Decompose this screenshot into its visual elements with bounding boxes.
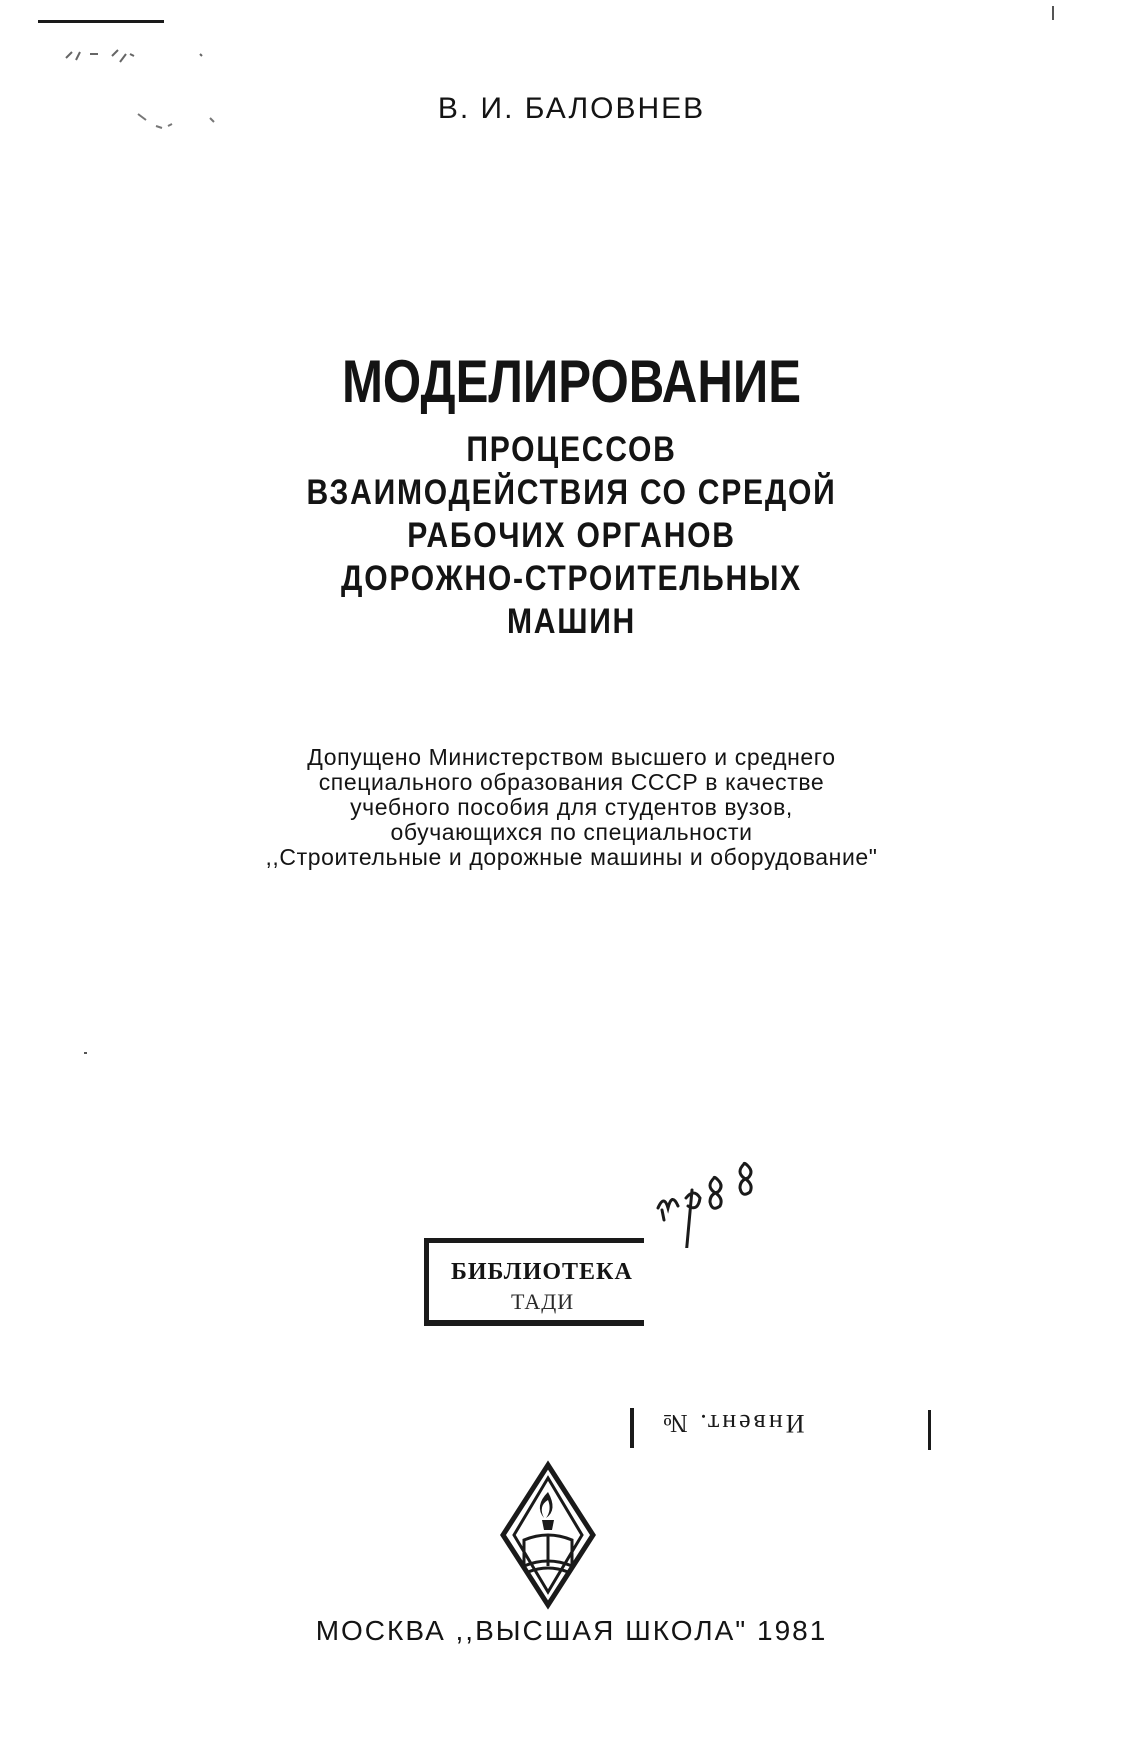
author-name: В. И. БАЛОВНЕВ [437, 92, 706, 125]
subtitle-line: ПРОЦЕССОВ [466, 430, 677, 469]
inventory-stamp-text: Инвент. № [660, 1409, 805, 1438]
library-stamp-line2: ТАДИ [511, 1289, 575, 1314]
approval-line: Допущено Министерством высшего и среднего [307, 744, 836, 770]
imprint-city: МОСКВА [315, 1615, 446, 1646]
approval-line: обучающихся по специальности [390, 819, 753, 845]
subtitle-line: РАБОЧИХ ОРГАНОВ [407, 516, 736, 555]
subtitle-line: ВЗАИМОДЕЙСТВИЯ СО СРЕДОЙ [306, 473, 837, 512]
publication-imprint [0, 1615, 1143, 1647]
publisher-emblem-icon [498, 1460, 598, 1610]
library-stamp-line1: БИБЛИОТЕКА [451, 1259, 633, 1285]
library-stamp [424, 1238, 644, 1326]
book-subtitle [0, 428, 1143, 643]
top-rule [38, 20, 164, 23]
imprint-year: 1981 [757, 1615, 828, 1646]
approval-line: специального образования СССР в качестве [318, 769, 825, 795]
handwritten-note [652, 1138, 787, 1248]
subtitle-line: МАШИН [506, 602, 637, 641]
scan-mark [84, 1052, 87, 1054]
approval-line: учебного пособия для студентов вузов, [350, 794, 793, 820]
inventory-bracket-left [630, 1408, 634, 1448]
approval-statement [0, 745, 1143, 870]
approval-line: ,,Строительные и дорожные машины и оборудование" [265, 844, 878, 870]
scan-mark [1052, 6, 1054, 20]
imprint-publisher: ,,ВЫСШАЯ ШКОЛА" [455, 1615, 748, 1646]
subtitle-line: ДОРОЖНО-СТРОИТЕЛЬНЫХ [341, 559, 802, 598]
book-title: МОДЕЛИРОВАНИЕ [341, 348, 802, 415]
inventory-stamp [620, 1400, 940, 1460]
inventory-bracket-right [928, 1410, 931, 1450]
